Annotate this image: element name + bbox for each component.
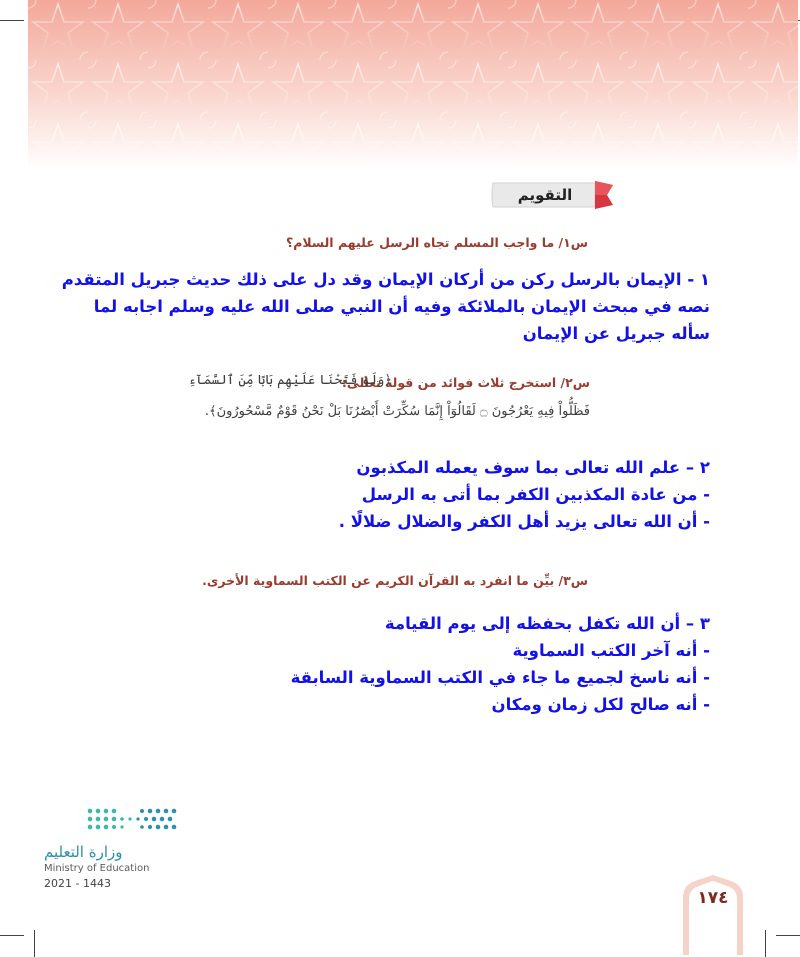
answer-3-line: - أنه ناسخ لجميع ما جاء في الكتب السماوية السابقة: [290, 668, 710, 687]
page-number-tab: [683, 875, 743, 955]
answer-3: [250, 610, 710, 718]
answer-2: [250, 454, 710, 535]
crop-mark: [0, 935, 24, 936]
quran-verse-line-2: فَظَلُّواْ فِيهِ يَعْرُجُونَ ۝ لَقَالُوٓاْ إِنَّمَا سُكِّرَتْ أَبْصَٰرُنَا بَلْ نَحْنُ قَوْمٌ مَّسْحُورُونَ﴾.: [204, 404, 590, 419]
question-3: س٣/ بيِّن ما انفرد به القرآن الكريم عن الكتب السماوية الأخرى.: [202, 573, 588, 588]
answer-2-line: ٢ – علم الله تعالى بما سوف يعمله المكذبون: [356, 458, 710, 477]
answer-3-line: ٣ – أن الله تكفل بحفظه إلى يوم القيامة: [384, 614, 710, 633]
ministry-logo-dots: [84, 805, 180, 835]
answer-3-line: - أنه آخر الكتب السماوية: [512, 641, 710, 660]
answer-1-line: ١ - الإيمان بالرسل ركن من أركان الإيمان وقد دل على ذلك حديث جبريل المتقدم: [61, 270, 710, 289]
quran-verse-line-1: ﴿وَلَوْ فَتَحْنَا عَلَيْهِم بَابًا مِّنَ ٱلسَّمَآءِ: [188, 373, 392, 388]
page-number: ١٧٤: [697, 888, 729, 908]
answer-2-line: - أن الله تعالى يزيد أهل الكفر والضلال ضلالًا .: [338, 512, 710, 531]
crop-mark: [776, 935, 800, 936]
ministry-name-arabic: وزارة التعليم: [44, 843, 123, 861]
answer-2-line: - من عادة المكذبين الكفر بما أتى به الرسل: [361, 485, 710, 504]
question-1: س١/ ما واجب المسلم تجاه الرسل عليهم السلام؟: [285, 235, 588, 250]
question-2: س٢/ استخرج ثلاث فوائد من قوله تعالى:: [341, 375, 590, 390]
crop-mark: [0, 20, 24, 21]
answer-1: [61, 266, 710, 347]
crop-mark: [34, 930, 35, 957]
answer-3-line: - أنه صالح لكل زمان ومكان: [491, 695, 710, 714]
crop-mark: [765, 930, 766, 957]
answer-1-line: نصه في مبحث الإيمان بالملائكة وفيه أن النبي صلى الله عليه وسلم اجابه لما: [93, 297, 710, 316]
section-title: التقويم: [517, 186, 573, 204]
decorative-banner: [28, 0, 798, 170]
answer-1-line: سأله جبريل عن الإيمان: [522, 324, 710, 343]
edition-year: 2021 - 1443: [44, 877, 111, 890]
ministry-name-english: Ministry of Education: [44, 863, 150, 874]
